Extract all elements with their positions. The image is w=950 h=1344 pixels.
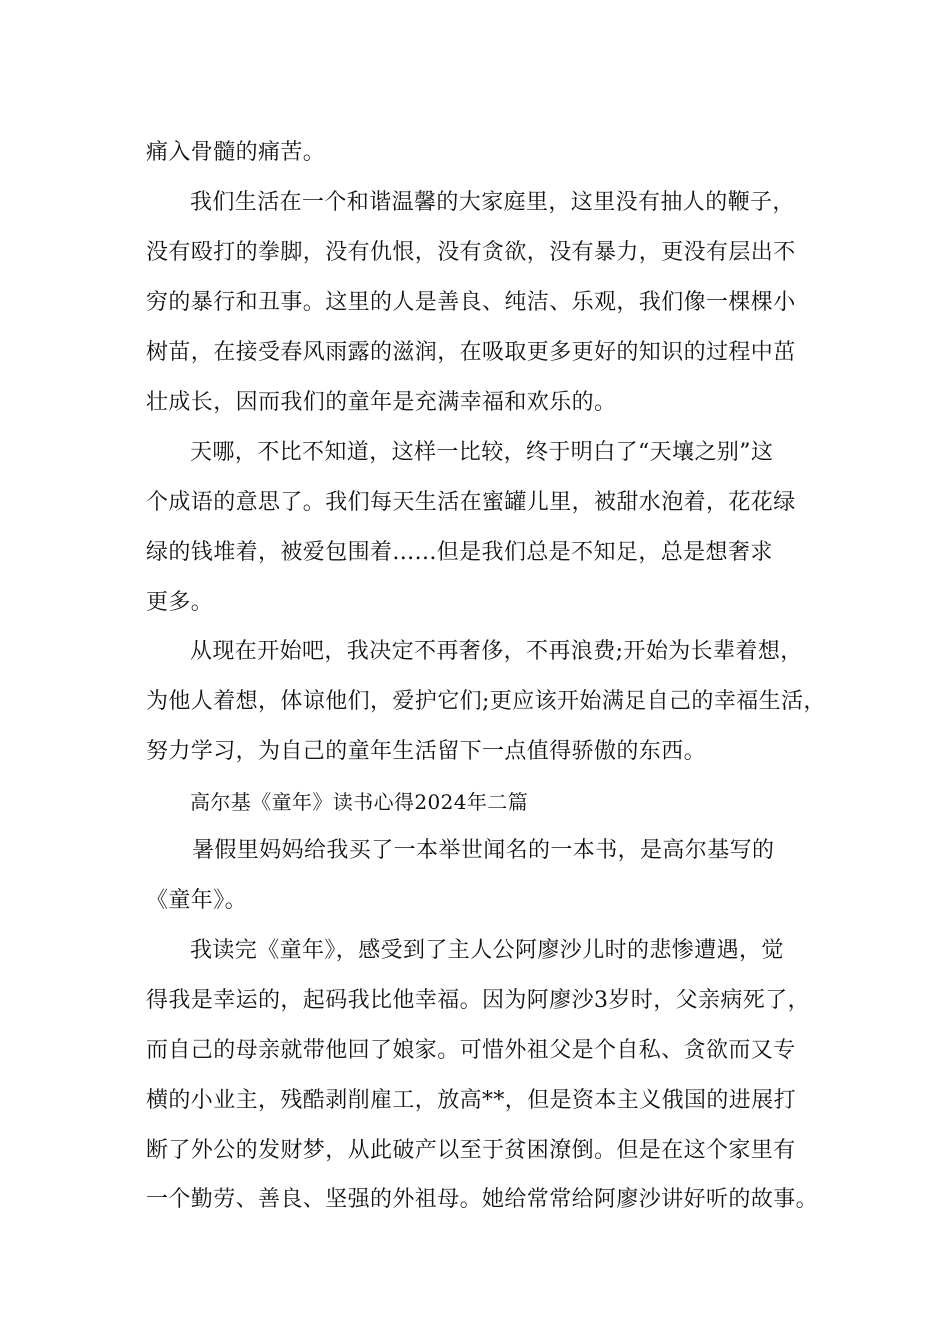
section-heading: 高尔基《童年》读书心得2024年二篇 [190, 790, 529, 814]
text-line: 个成语的意思了。我们每天生活在蜜罐儿里，被甜水泡着，花花绿 [146, 490, 796, 515]
text-line: 从现在开始吧，我决定不再奢侈，不再浪费;开始为长辈着想， [190, 639, 803, 664]
text-line: 为他人着想，体谅他们，爱护它们;更应该开始满足自己的幸福生活， [146, 689, 826, 714]
text-line: 一个勤劳、善良、坚强的外祖母。她给常常给阿廖沙讲好听的故事。 [146, 1187, 819, 1212]
text-line: 横的小业主，残酷剥削雇工，放高**，但是资本主义俄国的进展打 [146, 1088, 797, 1113]
text-line: 努力学习，为自己的童年生活留下一点值得骄傲的东西。 [146, 739, 707, 764]
text-line: 断了外公的发财梦，从此破产以至于贫困潦倒。但是在这个家里有 [146, 1138, 796, 1163]
text-line: 穷的暴行和丑事。这里的人是善良、纯洁、乐观，我们像一棵棵小 [146, 290, 796, 315]
text-line: 壮成长，因而我们的童年是充满幸福和欢乐的。 [146, 390, 617, 415]
text-line: 而自己的母亲就带他回了娘家。可惜外祖父是个自私、贪欲而又专 [146, 1038, 796, 1063]
text-line: 得我是幸运的，起码我比他幸福。因为阿廖沙3岁时，父亲病死了， [146, 988, 810, 1013]
text-line: 我读完《童年》，感受到了主人公阿廖沙儿时的悲惨遭遇，觉 [190, 938, 784, 963]
text-line: 天哪，不比不知道，这样一比较，终于明白了“天壤之别”这 [190, 440, 774, 465]
text-line: 树苗，在接受春风雨露的滋润，在吸取更多更好的知识的过程中茁 [146, 340, 796, 365]
text-line: 更多。 [146, 590, 214, 615]
text-line: 没有殴打的拳脚，没有仇恨，没有贪欲，没有暴力，更没有层出不 [146, 240, 796, 265]
text-line: 暑假里妈妈给我买了一本举世闻名的一本书，是高尔基写的 [192, 838, 775, 863]
text-line: 《童年》。 [146, 888, 248, 913]
text-line: 痛入骨髓的痛苦。 [146, 140, 326, 165]
text-line: 绿的钱堆着，被爱包围着......但是我们总是不知足，总是想奢求 [146, 540, 773, 565]
text-line: 我们生活在一个和谐温馨的大家庭里，这里没有抽人的鞭子， [190, 190, 795, 215]
